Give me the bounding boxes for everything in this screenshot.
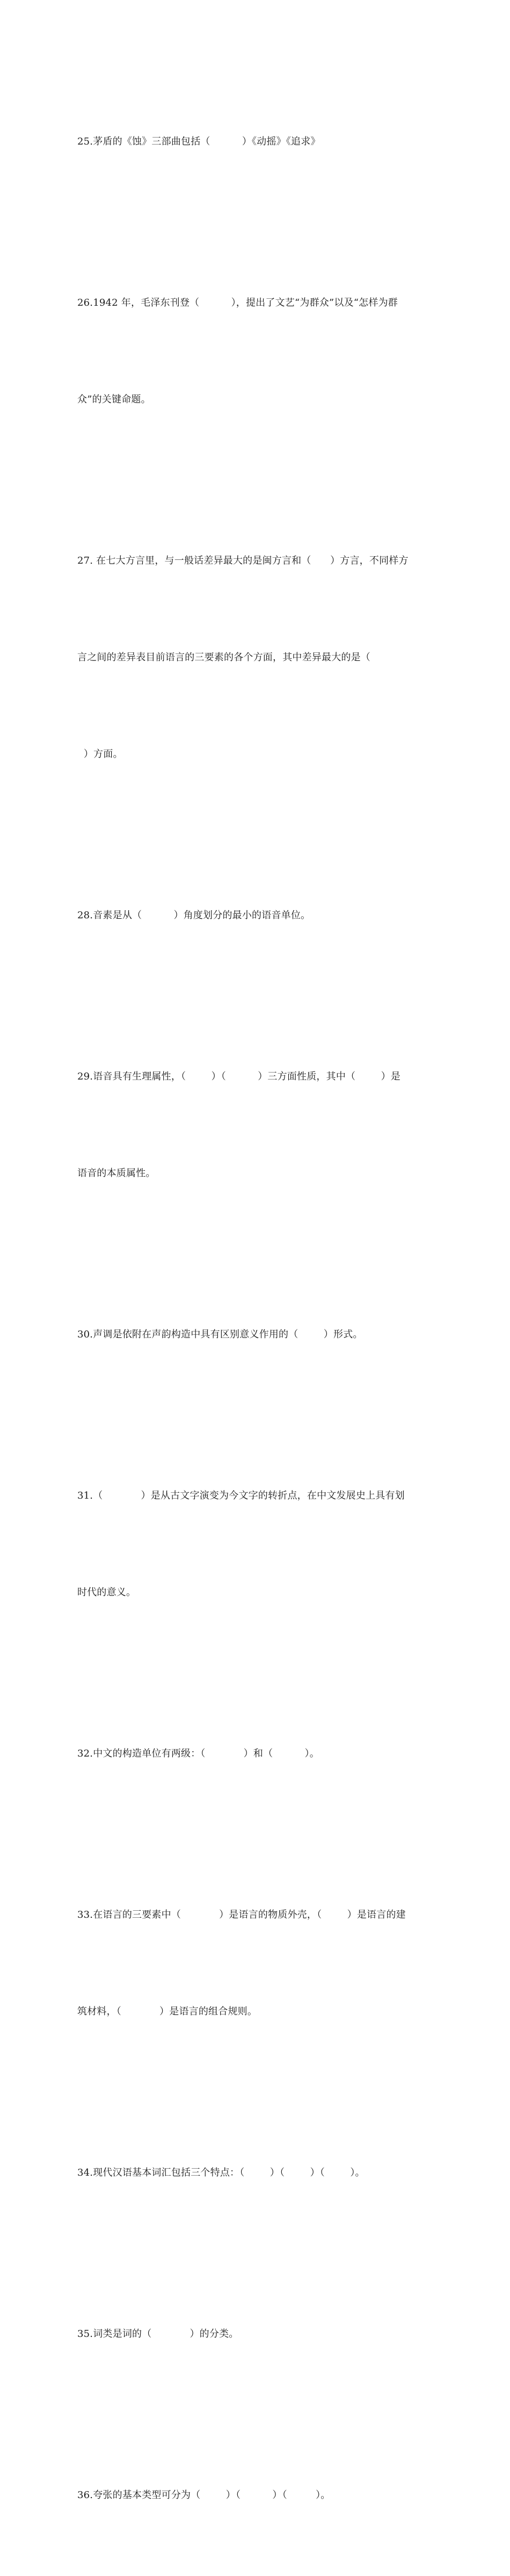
question-line: 27. 在七大方言里，与一般话差异最大的是闽方言和（ ）方言，不同样方 <box>77 555 409 566</box>
question-line: 26.1942 年，毛泽东刊登（ ），提出了文艺“为群众”以及“怎样为群 <box>77 297 398 308</box>
question-line: ）方面。 <box>77 749 123 760</box>
question-26 <box>77 222 437 480</box>
question-line: 36.夸张的基本类型可分为（ ）（ ）（ ）。 <box>77 2489 331 2501</box>
question-30 <box>77 1254 437 1415</box>
question-25 <box>77 61 437 222</box>
question-line: 众”的关键命题。 <box>77 394 151 405</box>
question-line: 25.茅盾的《蚀》三部曲包括（ ）《动摇》《追求》 <box>77 136 320 147</box>
question-line: 33.在语言的三要素中（ ）是语言的物质外壳，（ ）是语言的建 <box>77 1909 406 1920</box>
question-line: 筑材料，（ ）是语言的组合规则。 <box>77 2006 258 2017</box>
question-line: 35.词类是词的（ ）的分类。 <box>77 2328 239 2340</box>
question-29 <box>77 996 437 1254</box>
question-line: 34.现代汉语基本词汇包括三个特点：（ ）（ ）（ ）。 <box>77 2167 365 2178</box>
question-line: 28.音素是从（ ）角度划分的最小的语音单位。 <box>77 910 311 921</box>
question-34 <box>77 2092 437 2254</box>
question-33 <box>77 1834 437 2092</box>
question-line: 29.语音具有生理属性，（ ）（ ）三方面性质，其中（ ）是 <box>77 1071 400 1082</box>
question-32 <box>77 1673 437 1834</box>
question-35 <box>77 2254 437 2415</box>
question-36 <box>77 2415 437 2576</box>
question-line: 31.（ ）是从古文字演变为今文字的转折点，在中文发展史上具有划 <box>77 1490 405 1501</box>
question-list <box>77 61 437 2576</box>
question-31 <box>77 1415 437 1673</box>
question-line: 30.声调是依附在声韵构造中具有区别意义作用的（ ）形式。 <box>77 1329 363 1340</box>
question-line: 言之间的差异表目前语言的三要素的各个方面，其中差异最大的是（ <box>77 652 370 663</box>
question-27 <box>77 480 437 835</box>
question-28 <box>77 835 437 996</box>
question-line: 32.中文的构造单位有两级：（ ）和（ ）。 <box>77 1748 319 1759</box>
question-line: 语音的本质属性。 <box>77 1168 156 1179</box>
question-line: 时代的意义。 <box>77 1587 136 1598</box>
